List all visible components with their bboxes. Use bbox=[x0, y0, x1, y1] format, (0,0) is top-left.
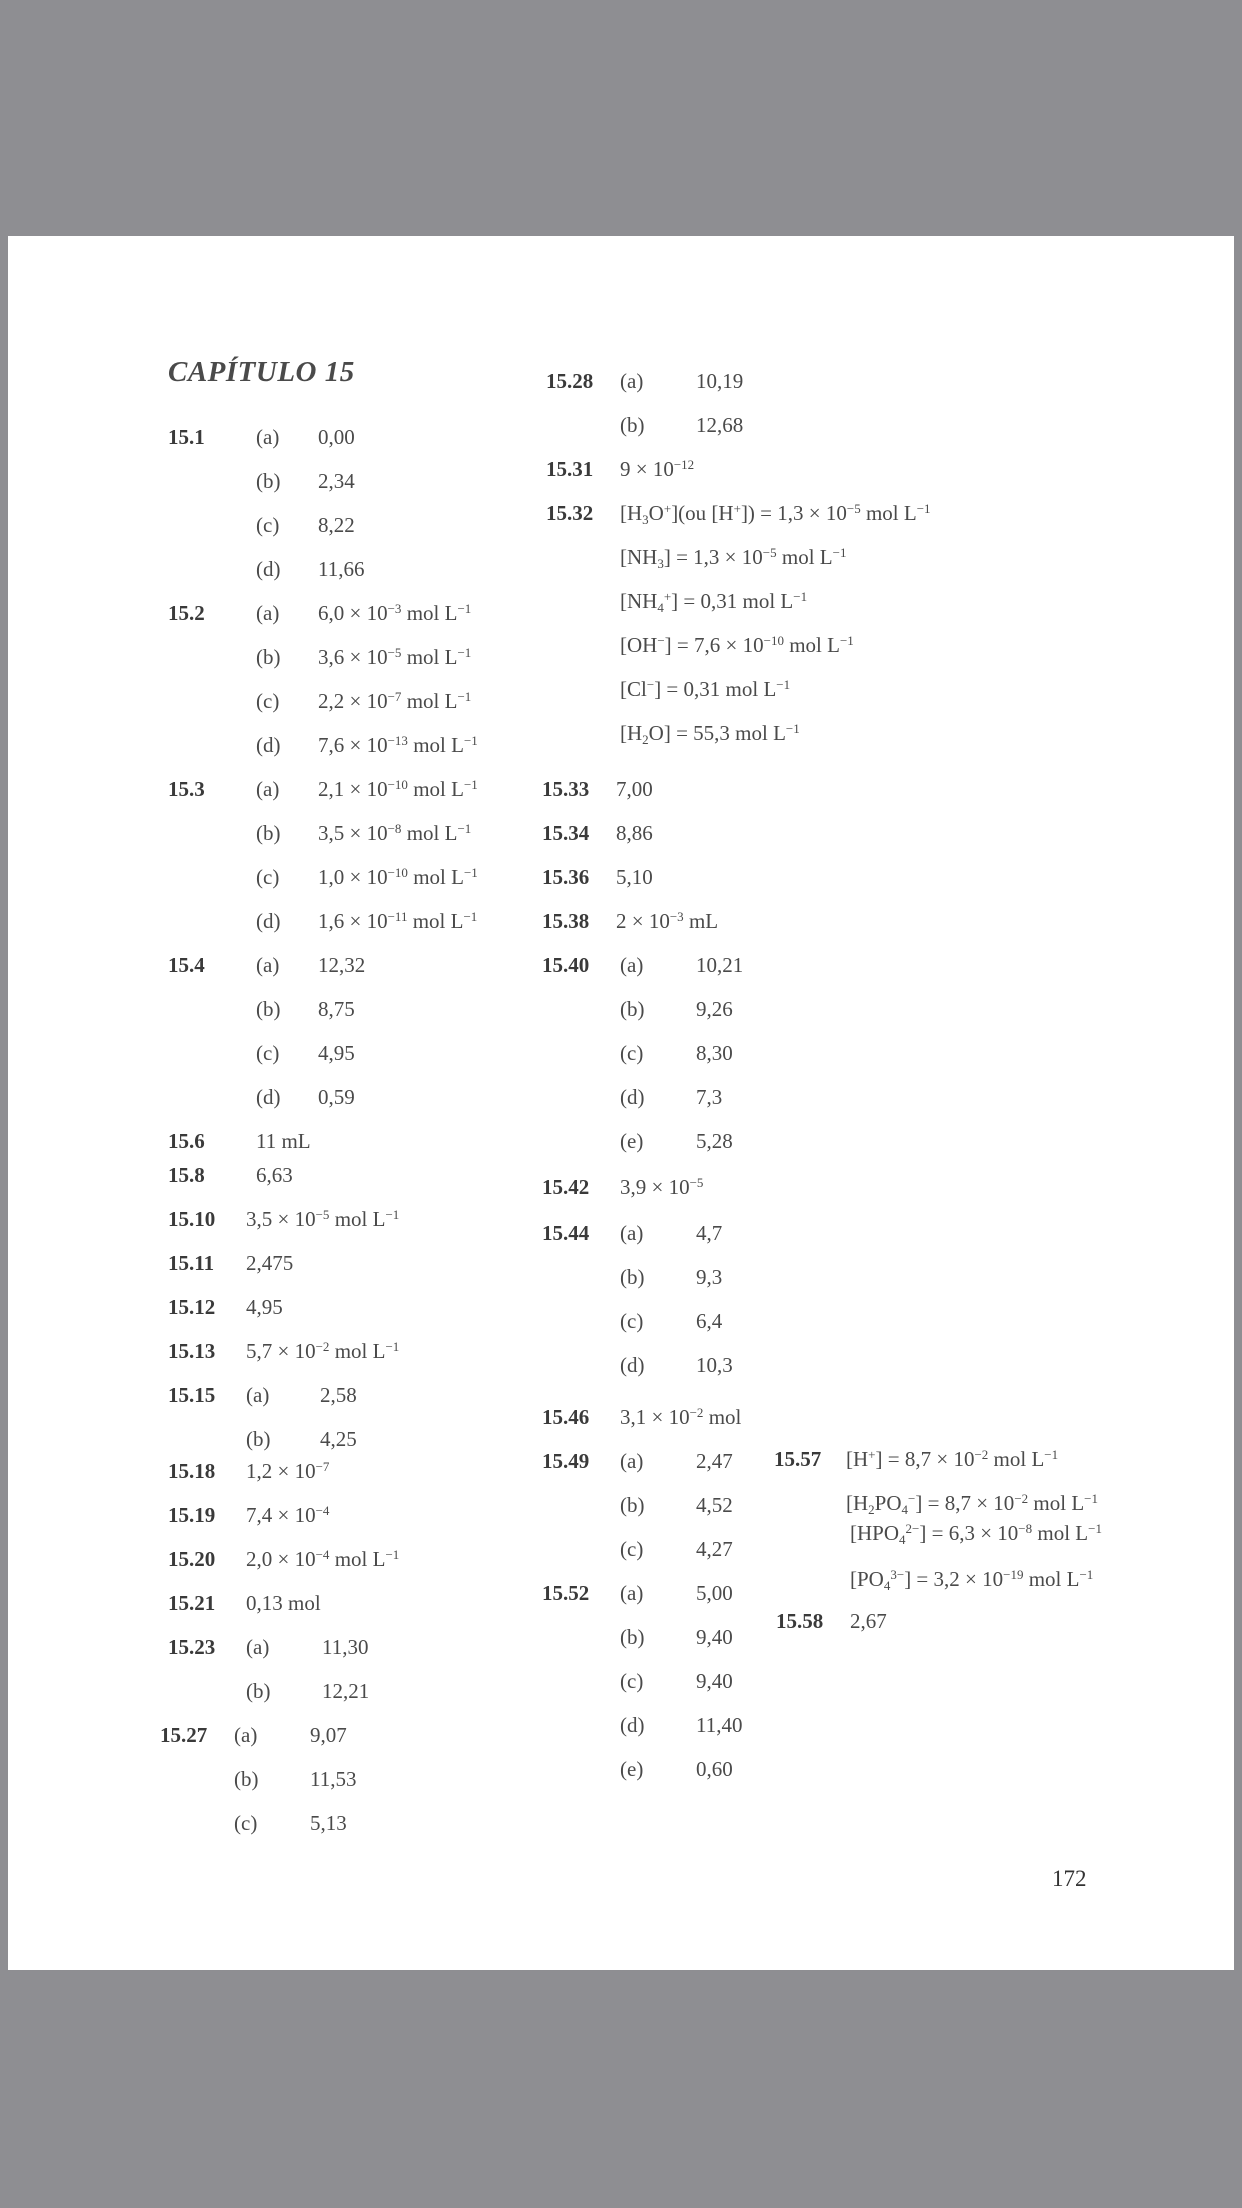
answer-text: (c) bbox=[620, 1041, 644, 1065]
problem-number: 15.57 bbox=[774, 1447, 822, 1471]
answer-text: 11,53 bbox=[310, 1767, 357, 1791]
problem-number: 15.2 bbox=[168, 601, 205, 625]
answer-text: (e) bbox=[620, 1757, 644, 1781]
answer-text: $9 \times 10^{-12}$ bbox=[620, 457, 695, 481]
answer-text: (b) bbox=[256, 997, 281, 1021]
answer-text: $[NH_3] = 1,3 \times 10^{-5}$ mol $L^{-1}$ bbox=[620, 545, 847, 571]
answer-text: $2,0 \times 10^{-4}$ mol $L^{-1}$ bbox=[246, 1547, 400, 1571]
answer-text: 4,95 bbox=[246, 1295, 283, 1319]
page-number: 172 bbox=[1052, 1866, 1087, 1891]
answer-text: (b) bbox=[256, 469, 281, 493]
answer-text: (a) bbox=[246, 1635, 270, 1659]
answer-text: 9,26 bbox=[696, 997, 733, 1021]
answer-text: (b) bbox=[620, 997, 645, 1021]
answer-text: (d) bbox=[256, 1085, 281, 1109]
problem-number: 15.42 bbox=[542, 1175, 590, 1199]
problem-number: 15.21 bbox=[168, 1591, 216, 1615]
problem-number: 15.20 bbox=[168, 1547, 216, 1571]
answer-text: (c) bbox=[256, 1041, 280, 1065]
answer-text: (b) bbox=[234, 1767, 259, 1791]
problem-number: 15.10 bbox=[168, 1207, 216, 1231]
problem-number: 15.49 bbox=[542, 1449, 590, 1473]
problem-number: 15.33 bbox=[542, 777, 590, 801]
answer-text: 11,30 bbox=[322, 1635, 369, 1659]
answer-text: 9,07 bbox=[310, 1723, 347, 1747]
problem-number: 15.34 bbox=[542, 821, 590, 845]
answer-text: 4,52 bbox=[696, 1493, 733, 1517]
problem-number: 15.18 bbox=[168, 1459, 216, 1483]
answer-text: 9,3 bbox=[696, 1265, 723, 1289]
answer-text: 0,00 bbox=[318, 425, 355, 449]
answer-text: 8,30 bbox=[696, 1041, 733, 1065]
answer-text: $[NH_4^+] = 0,31$ mol $L^{-1}$ bbox=[620, 589, 808, 615]
problem-number: 15.52 bbox=[542, 1581, 590, 1605]
answer-text: $2 \times 10^{-3}$ mL bbox=[616, 909, 719, 933]
problem-number: 15.13 bbox=[168, 1339, 216, 1363]
answer-text: 4,27 bbox=[696, 1537, 733, 1561]
problem-number: 15.28 bbox=[546, 369, 594, 393]
answer-text: 5,10 bbox=[616, 865, 653, 889]
answer-text: 6,4 bbox=[696, 1309, 723, 1333]
answer-text: 5,13 bbox=[310, 1811, 347, 1835]
answer-text: (a) bbox=[620, 369, 644, 393]
problem-number: 15.44 bbox=[542, 1221, 590, 1245]
answer-text: (d) bbox=[620, 1353, 645, 1377]
answer-text: 11 mL bbox=[256, 1129, 311, 1153]
answer-text: (d) bbox=[256, 733, 281, 757]
answer-text: [Cl−] = 0,31 mol $L^{-1}$ bbox=[620, 677, 791, 701]
problem-number: 15.12 bbox=[168, 1295, 216, 1319]
answer-text: 5,00 bbox=[696, 1581, 733, 1605]
answer-text: 4,95 bbox=[318, 1041, 355, 1065]
problem-number: 15.19 bbox=[168, 1503, 216, 1527]
answer-text: $7,6 \times 10^{-13}$ mol $L^{-1}$ bbox=[318, 733, 478, 757]
problem-number: 15.4 bbox=[168, 953, 205, 977]
answer-text: (a) bbox=[620, 953, 644, 977]
problem-number: 15.23 bbox=[168, 1635, 216, 1659]
answer-text: (d) bbox=[256, 557, 281, 581]
answer-text: (c) bbox=[234, 1811, 258, 1835]
answer-text: (b) bbox=[620, 1493, 645, 1517]
answer-text: (a) bbox=[256, 601, 280, 625]
answer-text: 0,60 bbox=[696, 1757, 733, 1781]
answer-text: $7,4 \times 10^{-4}$ bbox=[246, 1503, 330, 1527]
answer-text: (b) bbox=[256, 645, 281, 669]
document-page bbox=[8, 236, 1234, 1970]
answer-text: $[PO_4^{3-}] = 3,2 \times 10^{-19}$ mol $L^{-1}$ bbox=[850, 1567, 1094, 1593]
answer-text: 10,21 bbox=[696, 953, 744, 977]
answer-text: (d) bbox=[620, 1713, 645, 1737]
answer-text: 0,13 mol bbox=[246, 1591, 321, 1615]
answer-text: 2,58 bbox=[320, 1383, 357, 1407]
answer-text: (b) bbox=[256, 821, 281, 845]
answer-text: 7,3 bbox=[696, 1085, 723, 1109]
answer-text: 9,40 bbox=[696, 1625, 733, 1649]
answer-text: $1,0 \times 10^{-10}$ mol $L^{-1}$ bbox=[318, 865, 478, 889]
answer-text: $2,2 \times 10^{-7}$ mol $L^{-1}$ bbox=[318, 689, 472, 713]
answer-text: 11,40 bbox=[696, 1713, 743, 1737]
answer-text: (e) bbox=[620, 1129, 644, 1153]
answer-text: 9,40 bbox=[696, 1669, 733, 1693]
answer-text: (b) bbox=[620, 413, 645, 437]
answer-text: 2,34 bbox=[318, 469, 355, 493]
answer-text: (a) bbox=[620, 1221, 644, 1245]
answer-text: (b) bbox=[246, 1427, 271, 1451]
answer-text: (b) bbox=[620, 1265, 645, 1289]
answer-text: $[H_2PO_4^-] = 8,7 \times 10^{-2}$ mol $L^{-1}$ bbox=[846, 1491, 1098, 1517]
answer-text: 4,7 bbox=[696, 1221, 723, 1245]
answer-text: (d) bbox=[256, 909, 281, 933]
answer-text: (a) bbox=[256, 777, 280, 801]
answer-text: 10,3 bbox=[696, 1353, 733, 1377]
answer-text: 2,475 bbox=[246, 1251, 294, 1275]
problem-number: 15.40 bbox=[542, 953, 590, 977]
answer-text: 0,59 bbox=[318, 1085, 355, 1109]
answer-text: (b) bbox=[246, 1679, 271, 1703]
answer-text: 2,47 bbox=[696, 1449, 733, 1473]
answer-text: $[H_3O^+](ou$ $[H^+]) = 1,3 \times 10^{-5}$ mol $L^{-1}$ bbox=[620, 501, 931, 527]
answer-text: $1,2 \times 10^{-7}$ bbox=[246, 1459, 330, 1483]
answer-text: 7,00 bbox=[616, 777, 653, 801]
answer-text: $3,5 \times 10^{-5}$ mol $L^{-1}$ bbox=[246, 1207, 400, 1231]
problem-number: 15.15 bbox=[168, 1383, 216, 1407]
answer-text: $2,1 \times 10^{-10}$ mol $L^{-1}$ bbox=[318, 777, 478, 801]
answer-text: 5,28 bbox=[696, 1129, 733, 1153]
answer-text: 6,63 bbox=[256, 1163, 293, 1187]
answer-text: $3,5 \times 10^{-8}$ mol $L^{-1}$ bbox=[318, 821, 472, 845]
answer-text: 4,25 bbox=[320, 1427, 357, 1451]
problem-number: 15.46 bbox=[542, 1405, 590, 1429]
answer-text: 12,68 bbox=[696, 413, 744, 437]
problem-number: 15.31 bbox=[546, 457, 594, 481]
answer-text: 11,66 bbox=[318, 557, 365, 581]
answer-text: (d) bbox=[620, 1085, 645, 1109]
answer-text: 10,19 bbox=[696, 369, 744, 393]
problem-number: 15.8 bbox=[168, 1163, 205, 1187]
problem-number: 15.27 bbox=[160, 1723, 208, 1747]
answer-text: $1,6 \times 10^{-11}$ mol $L^{-1}$ bbox=[318, 909, 478, 933]
answer-text: (a) bbox=[620, 1449, 644, 1473]
answer-text: 12,32 bbox=[318, 953, 366, 977]
answer-text: 8,75 bbox=[318, 997, 355, 1021]
answer-text: $3,9 \times 10^{-5}$ bbox=[620, 1175, 704, 1199]
answer-text: 8,86 bbox=[616, 821, 653, 845]
answer-text: $[H^+] = 8,7 \times 10^{-2}$ mol $L^{-1}$ bbox=[846, 1447, 1059, 1471]
answer-text: (b) bbox=[620, 1625, 645, 1649]
problem-number: 15.11 bbox=[168, 1251, 215, 1275]
answer-text: $3,1 \times 10^{-2}$ mol bbox=[620, 1405, 742, 1429]
answer-text: (c) bbox=[620, 1669, 644, 1693]
answer-text: (a) bbox=[234, 1723, 258, 1747]
problem-number: 15.58 bbox=[776, 1609, 824, 1633]
answer-text: $6,0 \times 10^{-3}$ mol $L^{-1}$ bbox=[318, 601, 472, 625]
problem-number: 15.32 bbox=[546, 501, 594, 525]
answer-text: (c) bbox=[256, 865, 280, 889]
answer-text: $[H_2O] = 55,3$ mol $L^{-1}$ bbox=[620, 721, 800, 747]
answer-text: 2,67 bbox=[850, 1609, 887, 1633]
answer-text: $[HPO_4^{2-}] = 6,3 \times 10^{-8}$ mol $L^{-1}$ bbox=[850, 1521, 1102, 1547]
problem-number: 15.36 bbox=[542, 865, 590, 889]
chapter-title: CAPÍTULO 15 bbox=[168, 356, 355, 388]
answer-text: $[OH^-] = 7,6 \times 10^{-10}$ mol $L^{-1}$ bbox=[620, 633, 854, 657]
answer-text: (c) bbox=[620, 1309, 644, 1333]
answer-text: (c) bbox=[620, 1537, 644, 1561]
answer-text: 12,21 bbox=[322, 1679, 370, 1703]
answer-text: (c) bbox=[256, 689, 280, 713]
answer-text: (a) bbox=[256, 953, 280, 977]
answer-text: $5,7 \times 10^{-2}$ mol $L^{-1}$ bbox=[246, 1339, 400, 1363]
problem-number: 15.3 bbox=[168, 777, 205, 801]
problem-number: 15.38 bbox=[542, 909, 590, 933]
answer-text: (a) bbox=[246, 1383, 270, 1407]
answer-text: 8,22 bbox=[318, 513, 355, 537]
answer-text: (a) bbox=[620, 1581, 644, 1605]
problem-number: 15.6 bbox=[168, 1129, 205, 1153]
answer-text: (c) bbox=[256, 513, 280, 537]
answer-text: (a) bbox=[256, 425, 280, 449]
problem-number: 15.1 bbox=[168, 425, 205, 449]
answer-text: $3,6 \times 10^{-5}$ mol $L^{-1}$ bbox=[318, 645, 472, 669]
